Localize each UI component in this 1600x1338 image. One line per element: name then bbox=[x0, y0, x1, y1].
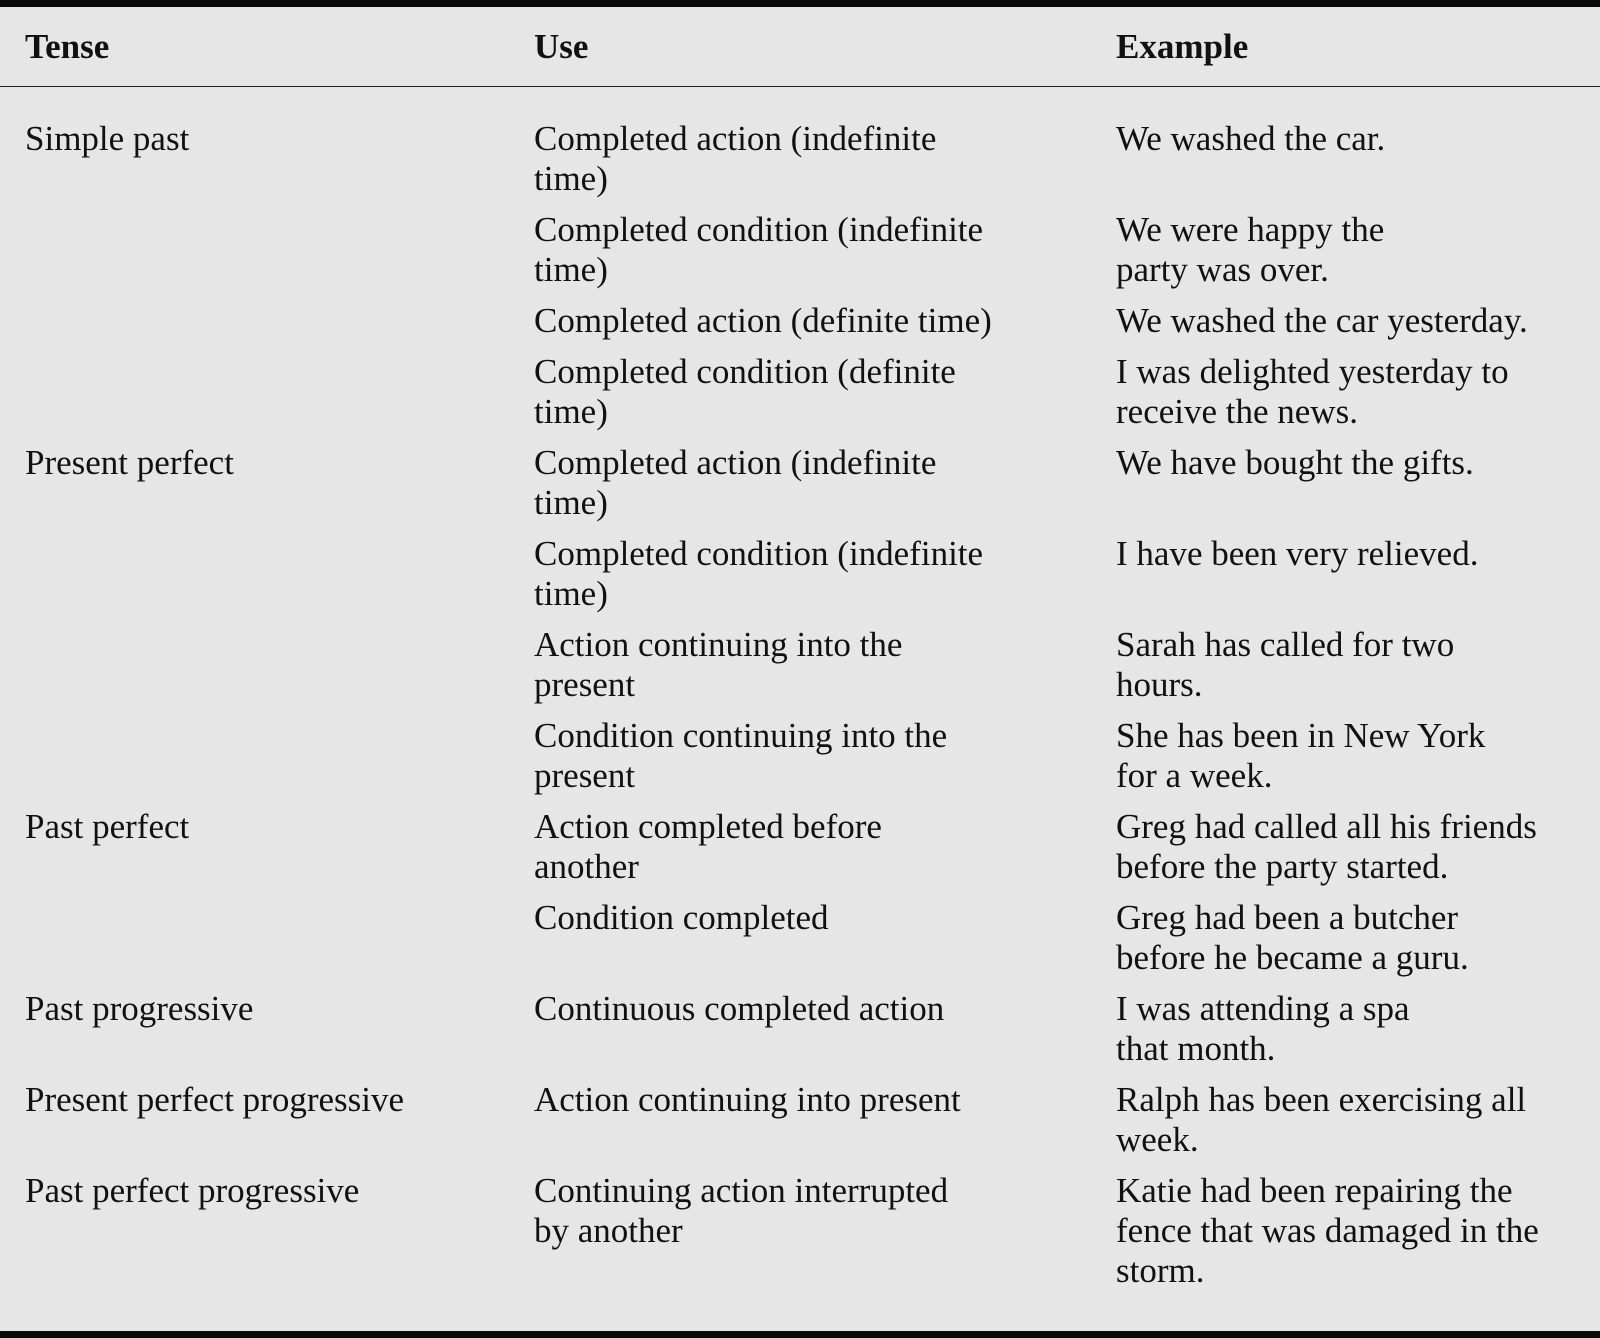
example-cell: We were happy the party was over. bbox=[1116, 210, 1385, 289]
example-cell: She has been in New York for a week. bbox=[1116, 716, 1486, 795]
use-cell: Completed action (indefinite time) bbox=[534, 119, 937, 198]
example-cell: We washed the car yesterday. bbox=[1116, 301, 1528, 340]
example-cell: Katie had been repairing the fence that was damaged in the storm. bbox=[1116, 1171, 1539, 1290]
use-cell: Completed condition (definite time) bbox=[534, 352, 956, 431]
tense-cell: Past perfect progressive bbox=[25, 1171, 360, 1210]
table-header bbox=[0, 7, 1600, 87]
header-use: Use bbox=[534, 27, 589, 66]
tense-cell: Present perfect bbox=[25, 443, 234, 482]
use-cell: Completed condition (indefinite time) bbox=[534, 534, 984, 613]
use-cell: Completed action (definite time) bbox=[534, 301, 992, 340]
use-cell: Condition continuing into the present bbox=[534, 716, 948, 795]
example-cell: I have been very relieved. bbox=[1116, 534, 1479, 573]
use-cell: Condition completed bbox=[534, 898, 829, 937]
header-example: Example bbox=[1116, 27, 1249, 66]
use-cell: Continuous completed action bbox=[534, 989, 945, 1028]
use-cell: Continuing action interrupted by another bbox=[534, 1171, 949, 1250]
use-cell: Action completed before another bbox=[534, 807, 882, 886]
example-cell: I was delighted yesterday to receive the news. bbox=[1116, 352, 1509, 431]
tense-cell: Simple past bbox=[25, 119, 190, 158]
example-cell: Sarah has called for two hours. bbox=[1116, 625, 1455, 704]
tense-cell: Past perfect bbox=[25, 807, 190, 846]
tense-cell: Past progressive bbox=[25, 989, 254, 1028]
header-tense: Tense bbox=[25, 27, 110, 66]
example-cell: Greg had been a butcher before he became a guru. bbox=[1116, 898, 1469, 977]
example-cell: We washed the car. bbox=[1116, 119, 1386, 158]
use-cell: Completed condition (indefinite time) bbox=[534, 210, 984, 289]
use-cell: Action continuing into the present bbox=[534, 625, 903, 704]
tense-cell: Present perfect progressive bbox=[25, 1080, 405, 1119]
example-cell: Ralph has been exercising all week. bbox=[1116, 1080, 1527, 1159]
use-cell: Completed action (indefinite time) bbox=[534, 443, 937, 522]
example-cell: Greg had called all his friends before the party started. bbox=[1116, 807, 1537, 886]
use-cell: Action continuing into present bbox=[534, 1080, 961, 1119]
example-cell: I was attending a spa that month. bbox=[1116, 989, 1410, 1068]
example-cell: We have bought the gifts. bbox=[1116, 443, 1474, 482]
